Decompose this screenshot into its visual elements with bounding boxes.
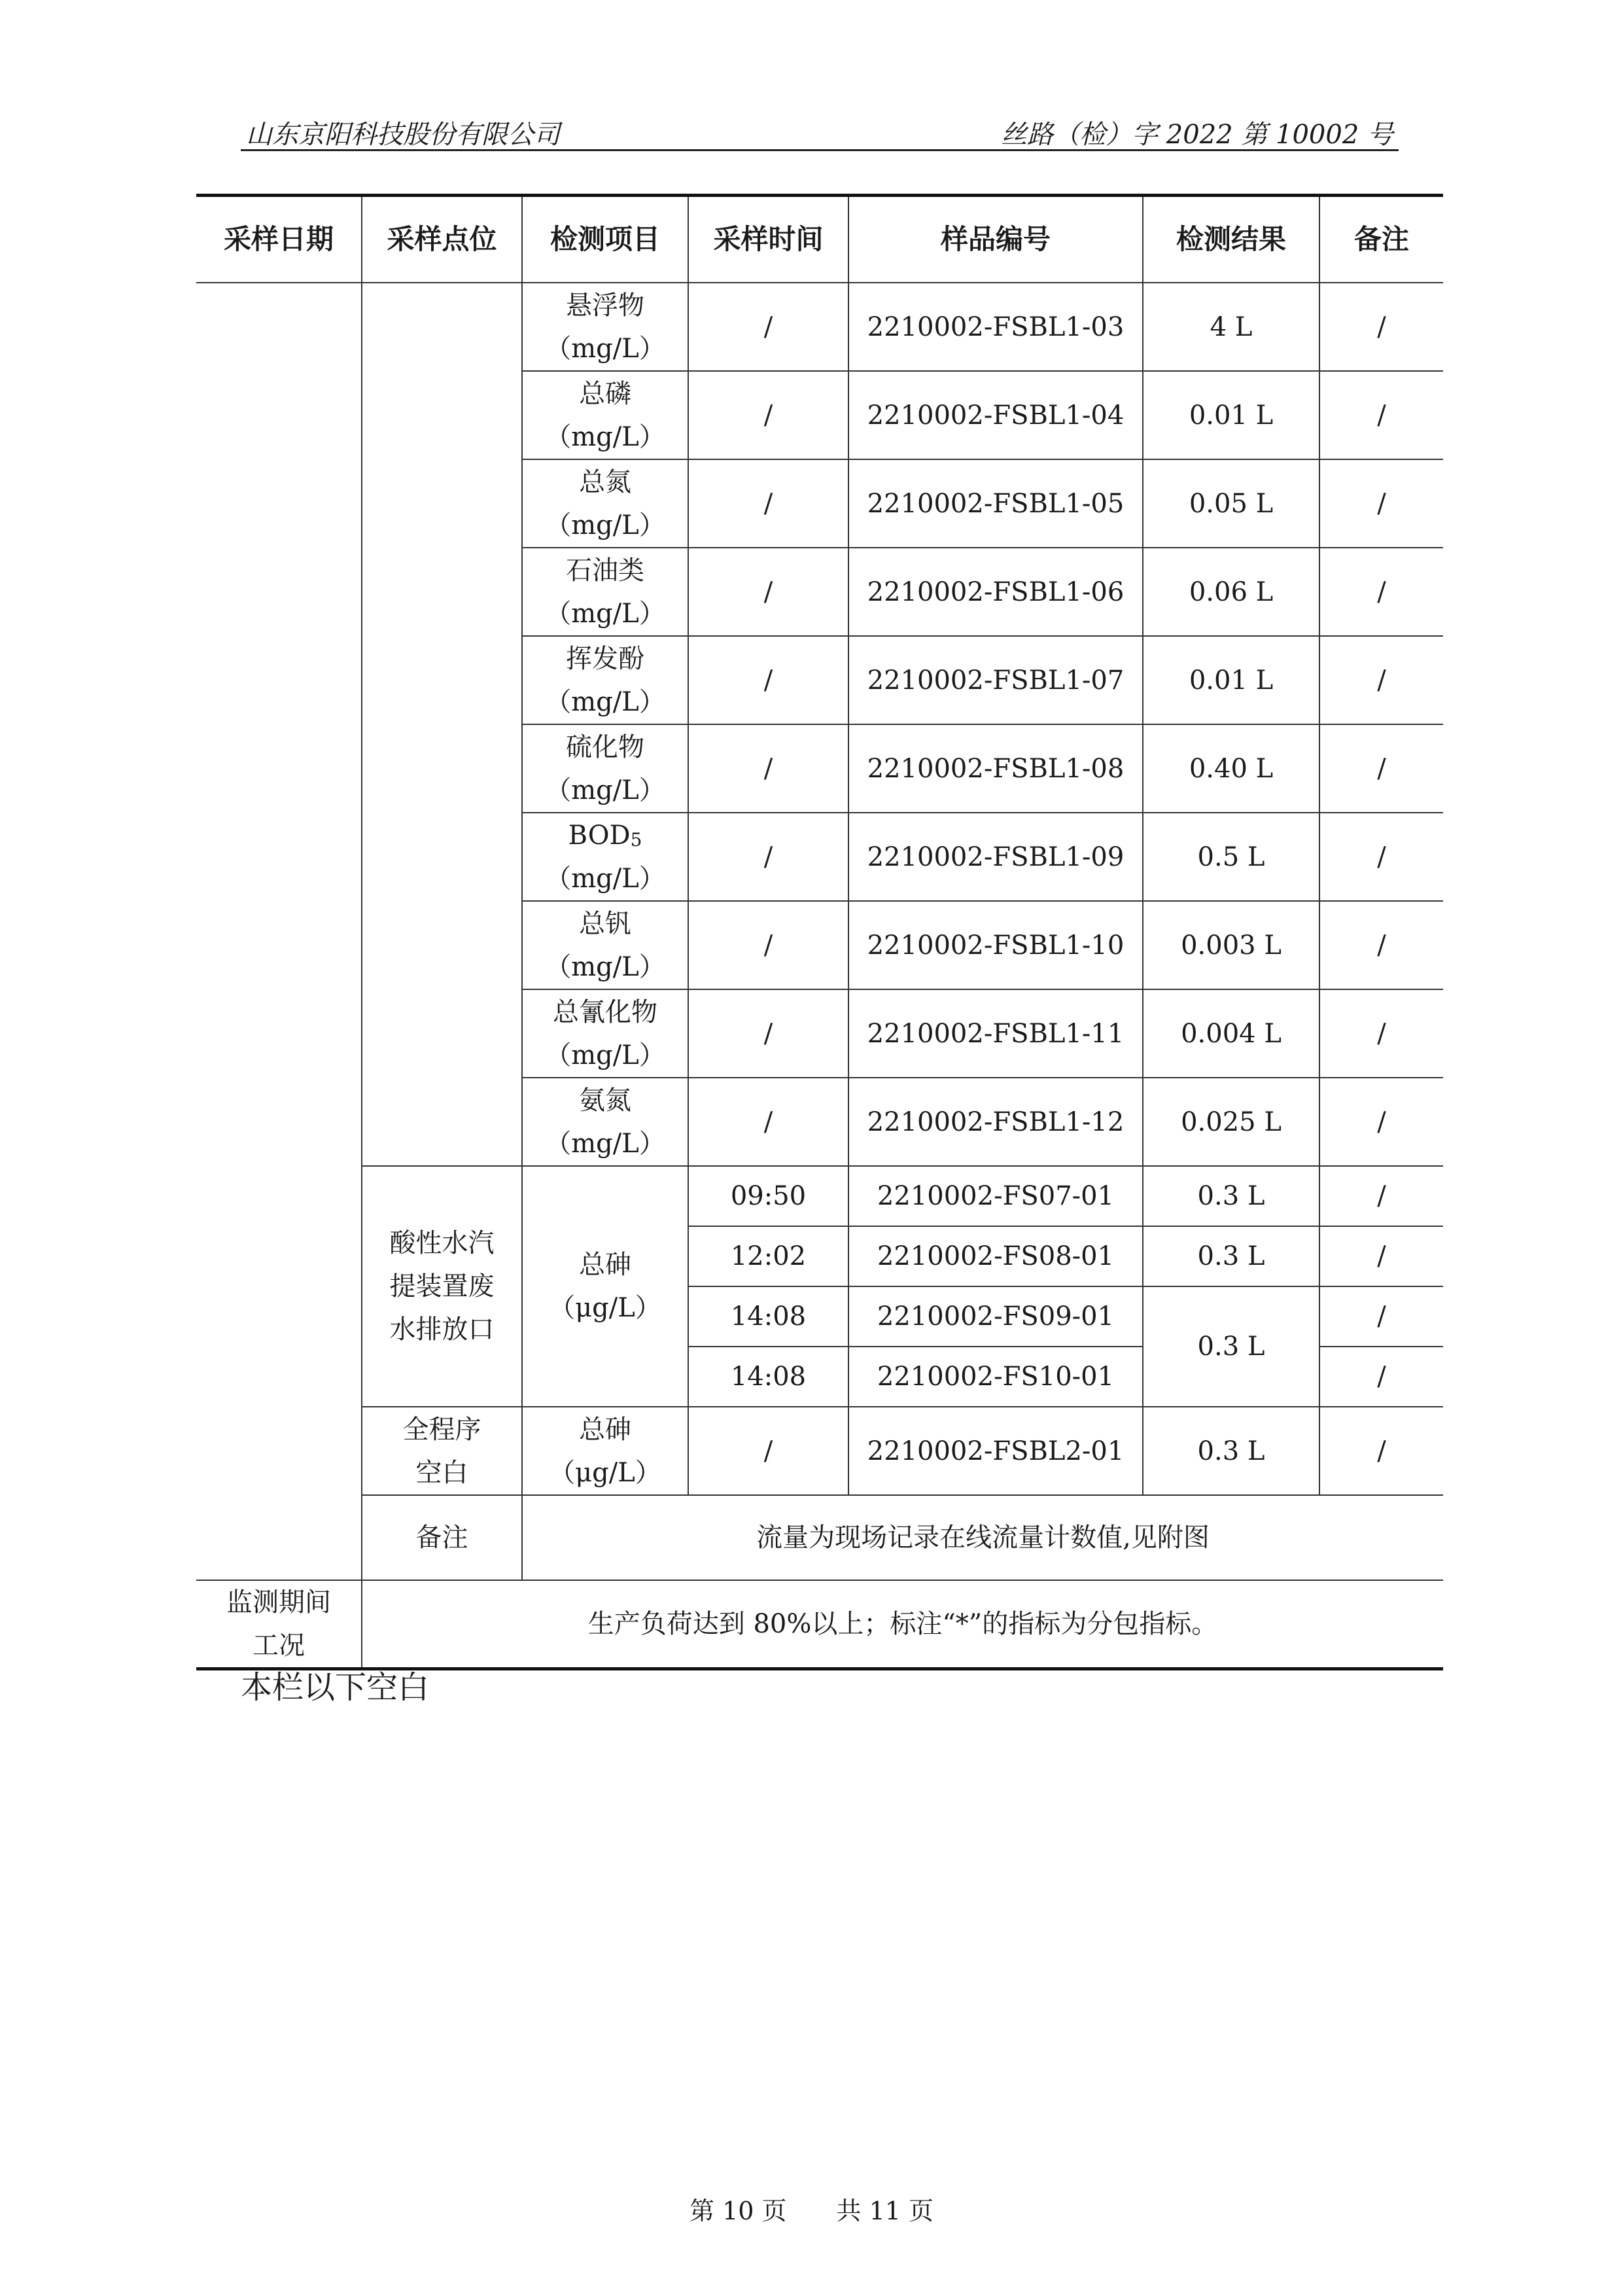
result-cell: 0.01 L	[1143, 371, 1319, 459]
result-cell: 0.3 L	[1143, 1286, 1319, 1407]
time-cell: 14:08	[688, 1286, 848, 1347]
sample-cell: 2210002-FSBL1-12	[848, 1078, 1143, 1166]
time-cell: /	[688, 724, 848, 813]
time-cell: /	[688, 989, 848, 1078]
note-cell: /	[1319, 1347, 1443, 1407]
time-cell: 09:50	[688, 1166, 848, 1226]
result-cell: 4 L	[1143, 283, 1319, 371]
sample-cell: 2210002-FSBL1-07	[848, 636, 1143, 724]
note-cell: /	[1319, 1286, 1443, 1347]
result-cell: 0.3 L	[1143, 1166, 1319, 1226]
sample-cell: 2210002-FS09-01	[848, 1286, 1143, 1347]
note-cell: /	[1319, 1078, 1443, 1166]
time-cell: /	[688, 901, 848, 989]
item-cell: BOD5 （mg/L）	[522, 813, 688, 901]
item-cell: 总磷 （mg/L）	[522, 371, 688, 459]
time-cell: 12:02	[688, 1226, 848, 1286]
company-name: 山东京阳科技股份有限公司	[246, 120, 560, 150]
time-cell: /	[688, 548, 848, 636]
result-cell: 0.004 L	[1143, 989, 1319, 1078]
remarks-text: 流量为现场记录在线流量计数值,见附图	[522, 1495, 1443, 1580]
blank-below-note: 本栏以下空白	[241, 1669, 430, 1706]
result-cell: 0.05 L	[1143, 459, 1319, 548]
note-cell: /	[1319, 989, 1443, 1078]
note-cell: /	[1319, 283, 1443, 371]
time-cell: /	[688, 636, 848, 724]
sample-cell: 2210002-FS08-01	[848, 1226, 1143, 1286]
date-cell	[196, 283, 362, 1580]
sample-cell: 2210002-FS10-01	[848, 1347, 1143, 1407]
sample-cell: 2210002-FSBL1-03	[848, 283, 1143, 371]
sample-cell: 2210002-FSBL1-05	[848, 459, 1143, 548]
item-cell: 硫化物 （mg/L）	[522, 724, 688, 813]
result-cell: 0.003 L	[1143, 901, 1319, 989]
table-header-row	[196, 196, 1443, 283]
result-cell: 0.40 L	[1143, 724, 1319, 813]
time-cell: /	[688, 813, 848, 901]
note-cell: /	[1319, 548, 1443, 636]
time-cell: /	[688, 371, 848, 459]
result-cell: 0.025 L	[1143, 1078, 1319, 1166]
note-cell: /	[1319, 636, 1443, 724]
item-cell: 石油类 （mg/L）	[522, 548, 688, 636]
item-cell: 总砷 （μg/L）	[522, 1407, 688, 1495]
sample-cell: 2210002-FS07-01	[848, 1166, 1143, 1226]
conditions-text: 生产负荷达到 80%以上；标注“*”的指标为分包指标。	[362, 1580, 1443, 1669]
col-header-time: 采样时间	[688, 196, 848, 283]
sample-cell: 2210002-FSBL1-08	[848, 724, 1143, 813]
note-cell: /	[1319, 901, 1443, 989]
note-cell: /	[1319, 1226, 1443, 1286]
time-cell: /	[688, 283, 848, 371]
location-cell-blank	[362, 283, 522, 1166]
page-header	[241, 110, 1399, 151]
table-row	[196, 1166, 1443, 1226]
conditions-row	[196, 1580, 1443, 1669]
result-cell: 0.3 L	[1143, 1407, 1319, 1495]
col-header-result: 检测结果	[1143, 196, 1319, 283]
note-cell: /	[1319, 1166, 1443, 1226]
location-cell-full-blank: 全程序 空白	[362, 1407, 522, 1495]
document-number: 丝路（检）字 2022 第 10002 号	[1001, 120, 1393, 150]
remarks-row	[196, 1495, 1443, 1580]
conditions-label: 监测期间 工况	[196, 1580, 362, 1669]
item-cell: 悬浮物 （mg/L）	[522, 283, 688, 371]
col-header-note: 备注	[1319, 196, 1443, 283]
col-header-location: 采样点位	[362, 196, 522, 283]
sample-cell: 2210002-FSBL1-04	[848, 371, 1143, 459]
col-header-item: 检测项目	[522, 196, 688, 283]
col-header-sample: 样品编号	[848, 196, 1143, 283]
item-cell: 总氰化物 （mg/L）	[522, 989, 688, 1078]
time-cell: 14:08	[688, 1347, 848, 1407]
item-cell: 总氮 （mg/L）	[522, 459, 688, 548]
sample-cell: 2210002-FSBL1-09	[848, 813, 1143, 901]
item-cell-arsenic: 总砷 （μg/L）	[522, 1166, 688, 1407]
note-cell: /	[1319, 813, 1443, 901]
result-cell: 0.5 L	[1143, 813, 1319, 901]
sample-cell: 2210002-FSBL2-01	[848, 1407, 1143, 1495]
time-cell: /	[688, 1407, 848, 1495]
note-cell: /	[1319, 459, 1443, 548]
time-cell: /	[688, 1078, 848, 1166]
item-cell: 挥发酚 （mg/L）	[522, 636, 688, 724]
table-row	[196, 283, 1443, 371]
item-cell: 氨氮 （mg/L）	[522, 1078, 688, 1166]
location-cell-acid: 酸性水汽 提装置废 水排放口	[362, 1166, 522, 1407]
sample-cell: 2210002-FSBL1-10	[848, 901, 1143, 989]
note-cell: /	[1319, 1407, 1443, 1495]
sample-cell: 2210002-FSBL1-11	[848, 989, 1143, 1078]
result-cell: 0.06 L	[1143, 548, 1319, 636]
item-cell: 总钒 （mg/L）	[522, 901, 688, 989]
remarks-label: 备注	[362, 1495, 522, 1580]
note-cell: /	[1319, 371, 1443, 459]
page-footer: 第 10 页 共 11 页	[689, 2197, 934, 2225]
table-row	[196, 1407, 1443, 1495]
sample-cell: 2210002-FSBL1-06	[848, 548, 1143, 636]
result-cell: 0.01 L	[1143, 636, 1319, 724]
col-header-date: 采样日期	[196, 196, 362, 283]
note-cell: /	[1319, 724, 1443, 813]
results-table	[196, 194, 1443, 1670]
time-cell: /	[688, 459, 848, 548]
result-cell: 0.3 L	[1143, 1226, 1319, 1286]
